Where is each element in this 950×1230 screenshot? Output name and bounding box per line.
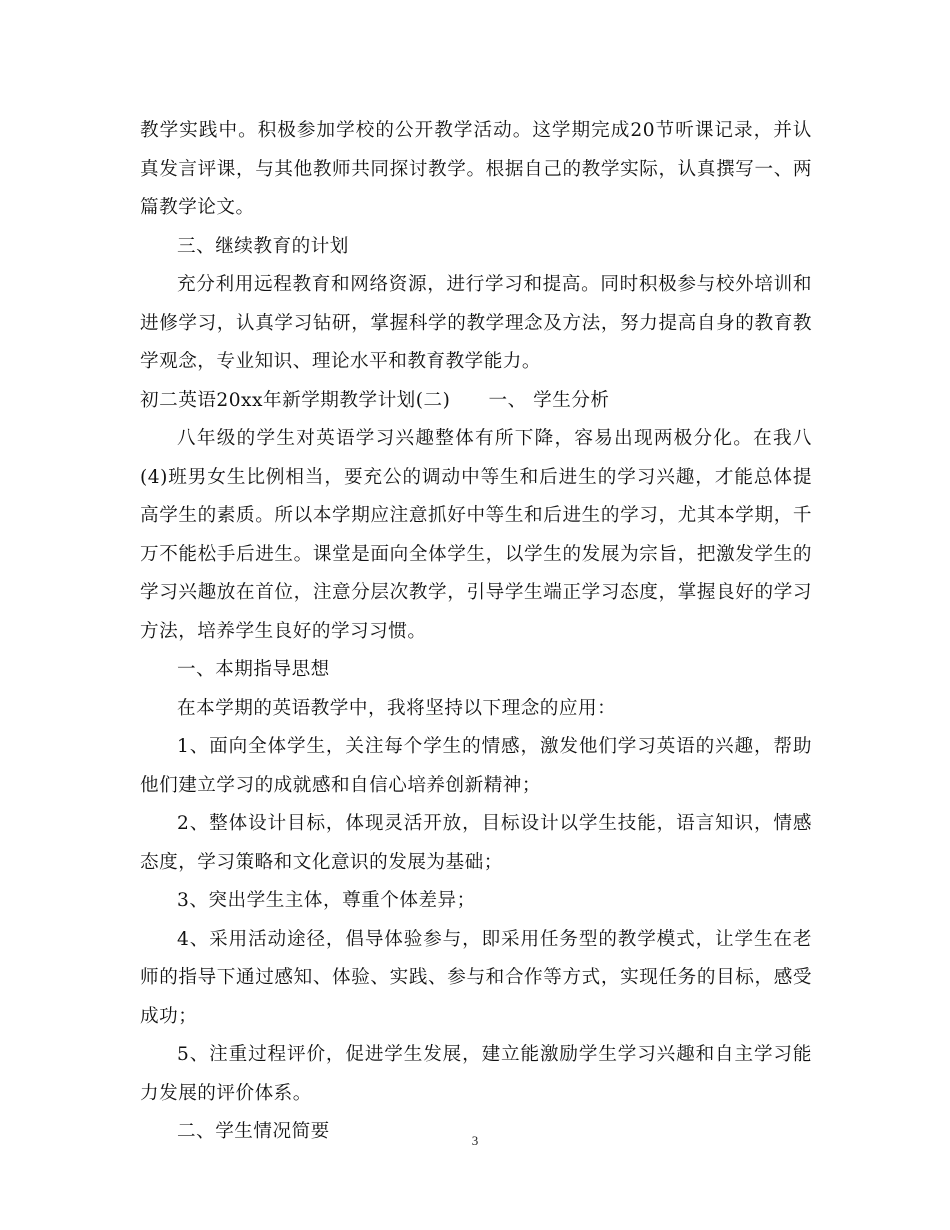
heading-guiding-ideology: 一、本期指导思想: [177, 659, 330, 680]
list-item-3: 3、突出学生主体，尊重个体差异；: [177, 890, 476, 911]
document-body: [140, 112, 812, 1152]
paragraph-teaching-practice: 教学实践中。积极参加学校的公开教学活动。这学期完成20节听课记录，并认真发言评课，与其他教师共同探讨教学。根据自己的教学实际，认真撰写一、两篇教学论文。: [140, 120, 812, 218]
list-item-1: 1、面向全体学生，关注每个学生的情感，激发他们学习英语的兴趣，帮助他们建立学习的成就感和自信心培养创新精神；: [140, 736, 812, 796]
list-item-5: 5、注重过程评价，促进学生发展，建立能激励学生学习兴趣和自主学习能力发展的评价体系。: [140, 1044, 812, 1104]
page-number: 3: [471, 1133, 479, 1148]
paragraph-guiding-intro: 在本学期的英语教学中，我将坚持以下理念的应用：: [177, 697, 617, 719]
heading-student-situation: 二、学生情况简要: [177, 1121, 330, 1142]
heading-plan-two-student-analysis: 初二英语20xx年新学期教学计划(二) 一、 学生分析: [140, 389, 610, 411]
paragraph-continuing-education: 充分利用远程教育和网络资源，进行学习和提高。同时积极参与校外培训和进修学习，认真学习钻研，掌握科学的教学理念及方法，努力提高自身的教育教学观念，专业知识、理论水平和教育教学能力。: [140, 274, 812, 372]
list-item-4: 4、采用活动途径，倡导体验参与，即采用任务型的教学模式，让学生在老师的指导下通过感知、体验、实践、参与和合作等方式，实现任务的目标，感受成功；: [140, 928, 812, 1027]
heading-continuing-education-plan: 三、继续教育的计划: [177, 235, 349, 257]
paragraph-student-analysis: 八年级的学生对英语学习兴趣整体有所下降，容易出现两极分化。在我八(4)班男女生比例相当，要充公的调动中等生和后进生的学习兴趣，才能总体提高学生的素质。所以本学期应注意抓好中等生和后进生的学习，尤其本学期，千万不能松手后进生。课堂是面向全体学生，以学生的发展为宗旨，把激发学生的学习兴趣放在首位，注意分层次教学，引导学生端正学习态度，掌握良好的学习方法，培养学生良好的学习习惯。: [140, 428, 812, 642]
list-item-2: 2、整体设计目标，体现灵活开放，目标设计以学生技能，语言知识，情感态度，学习策略和文化意识的发展为基础；: [140, 813, 812, 873]
